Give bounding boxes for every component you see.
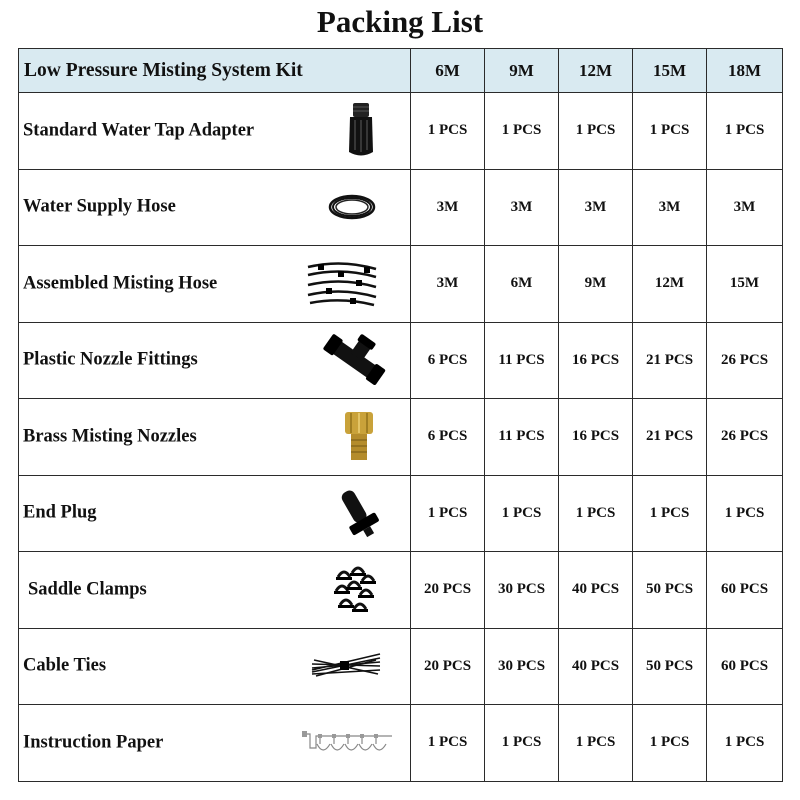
table-row [19, 399, 783, 476]
qty-cell: 21 PCS [633, 322, 707, 399]
qty-cell: 50 PCS [633, 552, 707, 629]
qty-cell: 16 PCS [559, 399, 633, 476]
item-cell [19, 399, 411, 476]
qty-cell: 16 PCS [559, 322, 633, 399]
item-cell [19, 705, 411, 782]
cable-ties-icon [310, 652, 382, 680]
item-cell [19, 322, 411, 399]
qty-cell: 60 PCS [707, 552, 783, 629]
qty-cell: 1 PCS [633, 93, 707, 170]
qty-cell: 6M [485, 246, 559, 323]
qty-cell: 40 PCS [559, 628, 633, 705]
qty-cell: 3M [485, 169, 559, 246]
item-name: Water Supply Hose [23, 196, 176, 217]
item-name: Standard Water Tap Adapter [23, 120, 255, 141]
size-header: 6M [411, 49, 485, 93]
tap-adapter-icon [346, 102, 376, 160]
table-row [19, 93, 783, 170]
qty-cell: 1 PCS [559, 475, 633, 552]
qty-cell: 30 PCS [485, 628, 559, 705]
item-cell [19, 628, 411, 705]
qty-cell: 12M [633, 246, 707, 323]
qty-cell: 26 PCS [707, 322, 783, 399]
table-row [19, 475, 783, 552]
page-title: Packing List [316, 4, 484, 39]
item-name: Brass Misting Nozzles [23, 426, 197, 447]
qty-cell: 6 PCS [411, 322, 485, 399]
qty-cell: 11 PCS [485, 322, 559, 399]
qty-cell: 3M [559, 169, 633, 246]
item-cell [19, 246, 411, 323]
header-row [19, 49, 783, 93]
qty-cell: 1 PCS [707, 705, 783, 782]
saddle-clamps-icon [332, 565, 378, 615]
item-cell [19, 169, 411, 246]
qty-cell: 15M [707, 246, 783, 323]
qty-cell: 3M [633, 169, 707, 246]
qty-cell: 1 PCS [485, 705, 559, 782]
end-plug-icon [336, 486, 382, 540]
instruction-paper-icon [300, 726, 396, 760]
size-header: 12M [559, 49, 633, 93]
item-name: Instruction Paper [23, 732, 164, 753]
packing-table [18, 48, 783, 782]
qty-cell: 3M [707, 169, 783, 246]
item-cell [19, 475, 411, 552]
table-row [19, 628, 783, 705]
qty-cell: 1 PCS [633, 475, 707, 552]
qty-cell: 1 PCS [485, 475, 559, 552]
qty-cell: 1 PCS [707, 475, 783, 552]
qty-cell: 6 PCS [411, 399, 485, 476]
item-cell [19, 552, 411, 629]
misting-hose-icon [306, 261, 378, 307]
item-name: Saddle Clamps [28, 579, 147, 600]
qty-cell: 30 PCS [485, 552, 559, 629]
size-header: 15M [633, 49, 707, 93]
brass-nozzle-icon [342, 410, 376, 464]
qty-cell: 3M [411, 169, 485, 246]
item-cell [19, 93, 411, 170]
item-name: Cable Ties [23, 655, 107, 676]
table-row [19, 322, 783, 399]
qty-cell: 9M [559, 246, 633, 323]
table-row [19, 169, 783, 246]
qty-cell: 1 PCS [559, 93, 633, 170]
table-row [19, 552, 783, 629]
qty-cell: 1 PCS [707, 93, 783, 170]
qty-cell: 1 PCS [633, 705, 707, 782]
qty-cell: 26 PCS [707, 399, 783, 476]
item-name: End Plug [23, 502, 97, 523]
qty-cell: 1 PCS [559, 705, 633, 782]
table-row [19, 246, 783, 323]
table-row [19, 705, 783, 782]
qty-cell: 40 PCS [559, 552, 633, 629]
qty-cell: 50 PCS [633, 628, 707, 705]
size-header: 9M [485, 49, 559, 93]
kit-header: Low Pressure Misting System Kit [19, 49, 411, 93]
qty-cell: 60 PCS [707, 628, 783, 705]
qty-cell: 20 PCS [411, 628, 485, 705]
qty-cell: 1 PCS [485, 93, 559, 170]
size-header: 18M [707, 49, 783, 93]
qty-cell: 1 PCS [411, 705, 485, 782]
hose-coil-icon [326, 192, 378, 222]
qty-cell: 1 PCS [411, 93, 485, 170]
qty-cell: 3M [411, 246, 485, 323]
qty-cell: 20 PCS [411, 552, 485, 629]
qty-cell: 21 PCS [633, 399, 707, 476]
item-name: Plastic Nozzle Fittings [23, 349, 198, 370]
qty-cell: 1 PCS [411, 475, 485, 552]
tee-fitting-icon [320, 332, 388, 388]
qty-cell: 11 PCS [485, 399, 559, 476]
item-name: Assembled Misting Hose [23, 273, 218, 294]
